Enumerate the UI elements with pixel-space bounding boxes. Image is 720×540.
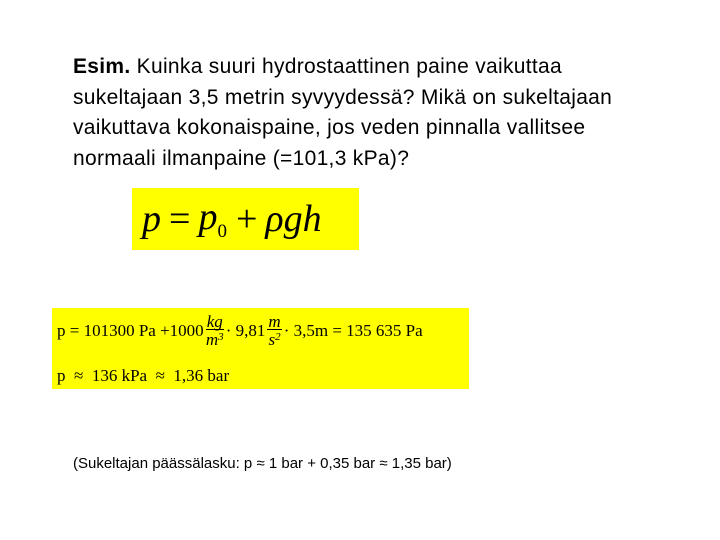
formula-box (132, 188, 359, 250)
formula-plus: + (235, 198, 258, 240)
question-text (73, 52, 673, 174)
calculation-line-1 (57, 314, 423, 347)
mental-math-note: (Sukeltajan päässälasku: p ≈ 1 bar + 0,35 bar ≈ 1,35 bar) (73, 455, 452, 472)
example-label: Esim. (73, 55, 131, 78)
calculation-box (52, 308, 469, 389)
formula-equals: = (169, 198, 191, 240)
calc-mid: · 9,81 (225, 320, 266, 340)
calc-end: · 3,5m = 135 635 Pa (283, 320, 423, 340)
calc-start: p = 101300 Pa +1000 (57, 320, 204, 340)
question-body: Kuinka suuri hydrostaattinen paine vaikuttaa sukeltajaan 3,5 metrin syvyydessä? Mikä on sukeltajaan vaikuttava kokonaispaine, jos veden pinnalla vallitsee normaali ilmanpaine (=101,3 kPa)? (73, 55, 613, 170)
formula-p: p (142, 198, 161, 240)
fraction-kg-per-m3: $\frac{kg}{m^3}$ (205, 312, 224, 349)
fraction-m-per-s2: $\frac{m}{s^2}$ (268, 312, 281, 349)
calculation-line-2: p ≈ 136 kPa ≈ 1,36 bar (57, 366, 230, 385)
formula-p0: $p_0$ (198, 196, 227, 242)
formula-rho-g-h: ρgh (265, 198, 322, 240)
